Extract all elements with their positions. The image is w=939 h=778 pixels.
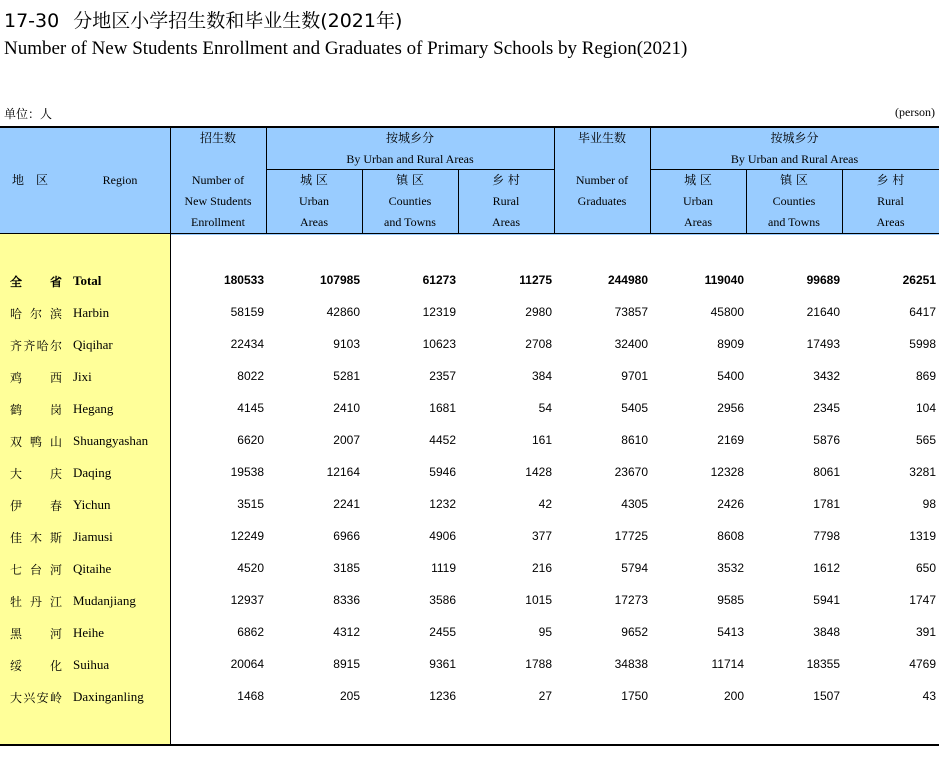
table-cell: 9361 [429, 657, 456, 671]
table-cell: 5876 [813, 433, 840, 447]
header-rural-grad: 乡 村 Rural Areas [876, 173, 905, 229]
region-name-cn: 黑 河 [10, 627, 62, 641]
table-cell: 3515 [237, 497, 264, 511]
table-cell: 12328 [710, 465, 744, 479]
table-cell: 6862 [237, 625, 264, 639]
table-cell: 45800 [710, 305, 744, 319]
table-bottom-border [0, 744, 939, 746]
table-cell: 95 [538, 625, 552, 639]
table-cell: 20064 [230, 657, 264, 671]
table-row [0, 521, 939, 553]
header-grad-cn: 毕业生数 [577, 131, 626, 145]
title-cn-text: 分地区小学招生数和毕业生数(2021年) [73, 10, 403, 32]
table-cell: 6417 [909, 305, 936, 319]
table-row [0, 361, 939, 393]
header-town-enroll: 镇 区 Counties and Towns [384, 173, 436, 229]
table-row [0, 553, 939, 585]
table-cell: 161 [531, 433, 552, 447]
region-name-cn: 鸡 西 [10, 371, 62, 385]
table-cell: 98 [922, 497, 936, 511]
table-row [0, 425, 939, 457]
table-row [0, 585, 939, 617]
table-cell: 9701 [621, 369, 648, 383]
table-cell: 2241 [333, 497, 360, 511]
table-cell: 1468 [237, 689, 264, 703]
table-cell: 180533 [223, 273, 264, 287]
table-cell: 1788 [525, 657, 552, 671]
table-cell: 8336 [333, 593, 360, 607]
table-cell: 8909 [717, 337, 744, 351]
table-cell: 1507 [813, 689, 840, 703]
table-cell: 12319 [422, 305, 456, 319]
table-cell: 1612 [813, 561, 840, 575]
table-cell: 19538 [230, 465, 264, 479]
table-cell: 384 [531, 369, 552, 383]
table-cell: 104 [915, 401, 936, 415]
table-cell: 2708 [525, 337, 552, 351]
region-name-en: Shuangyashan [73, 433, 149, 448]
table-cell: 9103 [333, 337, 360, 351]
table-cell: 5405 [621, 401, 648, 415]
table-cell: 2410 [333, 401, 360, 415]
table-cell: 61273 [422, 273, 456, 287]
table-cell: 3185 [333, 561, 360, 575]
table-cell: 3848 [813, 625, 840, 639]
table-cell: 12937 [230, 593, 264, 607]
table-title-en: Number of New Students Enrollment and Graduates of Primary Schools by Region(2021) [4, 38, 688, 59]
header-enroll-cn: 招生数 [199, 131, 236, 145]
header-enroll-en: Number of New Students Enrollment [184, 173, 252, 229]
table-cell: 12164 [326, 465, 360, 479]
header-town-grad: 镇 区 Counties and Towns [768, 173, 820, 229]
region-name-en: Total [73, 273, 102, 288]
region-name-cn: 绥 化 [10, 659, 62, 673]
table-cell: 4305 [621, 497, 648, 511]
table-row [0, 457, 939, 489]
table-cell: 1781 [813, 497, 840, 511]
region-name-cn: 鹤 岗 [10, 403, 62, 417]
table-cell: 200 [723, 689, 744, 703]
table-cell: 2426 [717, 497, 744, 511]
region-name-cn: 大 庆 [10, 467, 62, 481]
table-cell: 119040 [704, 273, 744, 287]
table-cell: 10623 [422, 337, 456, 351]
table-cell: 42860 [326, 305, 360, 319]
table-cell: 8061 [813, 465, 840, 479]
table-cell: 5946 [429, 465, 456, 479]
table-row [0, 617, 939, 649]
table-cell: 1750 [621, 689, 648, 703]
table-cell: 9585 [717, 593, 744, 607]
table-title-cn [4, 6, 402, 33]
table-cell: 73857 [614, 305, 648, 319]
table-cell: 3281 [909, 465, 936, 479]
table-cell: 565 [915, 433, 936, 447]
region-name-en: Daqing [73, 465, 112, 480]
region-name-cn: 牡丹江 [10, 595, 62, 609]
region-name-en: Hegang [73, 401, 114, 416]
table-cell: 22434 [230, 337, 264, 351]
table-cell: 8610 [621, 433, 648, 447]
table-row [0, 393, 939, 425]
region-name-cn: 大兴安岭 [10, 691, 62, 705]
table-cell: 4769 [909, 657, 936, 671]
table-cell: 216 [531, 561, 552, 575]
header-grad-en: Number of Graduates [575, 173, 629, 208]
table-row [0, 297, 939, 329]
region-name-cn: 佳木斯 [10, 531, 62, 545]
table-cell: 4145 [237, 401, 264, 415]
region-name-cn: 全 省 [10, 275, 62, 289]
table-cell: 58159 [230, 305, 264, 319]
table-cell: 3586 [429, 593, 456, 607]
table-cell: 5998 [909, 337, 936, 351]
region-name-en: Heihe [73, 625, 105, 640]
table-number: 17-30 [4, 10, 60, 32]
region-name-en: Qitaihe [73, 561, 112, 576]
table-cell: 4520 [237, 561, 264, 575]
table-cell: 869 [915, 369, 936, 383]
header-rural-enroll: 乡 村 Rural Areas [492, 173, 520, 229]
region-name-cn: 双鸭山 [10, 435, 62, 449]
table-cell: 6620 [237, 433, 264, 447]
table-cell: 17273 [614, 593, 648, 607]
table-cell: 377 [531, 529, 552, 543]
table-cell: 5941 [813, 593, 840, 607]
table-cell: 2345 [813, 401, 840, 415]
table-cell: 99689 [806, 273, 840, 287]
table-cell: 18355 [806, 657, 840, 671]
table-row [0, 681, 939, 713]
region-name-en: Harbin [73, 305, 110, 320]
table-cell: 1428 [525, 465, 552, 479]
header-region-en: Region [102, 173, 138, 187]
table-cell: 17493 [806, 337, 840, 351]
table-row [0, 329, 939, 361]
table-cell: 8022 [237, 369, 264, 383]
table-cell: 32400 [614, 337, 648, 351]
table-cell: 5794 [621, 561, 648, 575]
table-cell: 9652 [621, 625, 648, 639]
table-cell: 12249 [230, 529, 264, 543]
table-cell: 8915 [333, 657, 360, 671]
table-cell: 2357 [429, 369, 456, 383]
table-cell: 2956 [717, 401, 744, 415]
table-cell: 21640 [806, 305, 840, 319]
header-urban-enroll: 城 区 Urban Areas [299, 173, 329, 229]
table-cell: 5413 [717, 625, 744, 639]
header-by-area-grad: 按城乡分 By Urban and Rural Areas [730, 131, 859, 166]
table-cell: 7798 [813, 529, 840, 543]
table-cell: 1319 [909, 529, 936, 543]
region-name-en: Jiamusi [73, 529, 113, 544]
table-cell: 3532 [717, 561, 744, 575]
table-cell: 2007 [333, 433, 360, 447]
table-cell: 2169 [717, 433, 744, 447]
table-cell: 11714 [711, 657, 744, 671]
table-cell: 1236 [429, 689, 456, 703]
table-cell: 2980 [525, 305, 552, 319]
table-cell: 1232 [429, 497, 456, 511]
region-name-cn: 哈尔滨 [10, 307, 62, 321]
region-name-en: Mudanjiang [73, 593, 136, 608]
table-cell: 42 [538, 497, 552, 511]
table-cell: 6966 [333, 529, 360, 543]
header-region-cn: 地 区 [11, 173, 48, 187]
table-cell: 1015 [525, 593, 552, 607]
table-cell: 43 [922, 689, 936, 703]
table-cell: 244980 [607, 273, 648, 287]
table-cell: 11275 [519, 273, 552, 287]
table-cell: 650 [915, 561, 936, 575]
table-cell: 4312 [333, 625, 360, 639]
table-cell: 23670 [614, 465, 648, 479]
table-cell: 1681 [429, 401, 456, 415]
region-name-cn: 七台河 [10, 563, 62, 577]
table-row [0, 489, 939, 521]
region-name-en: Daxinganling [73, 689, 144, 704]
table-cell: 8608 [717, 529, 744, 543]
region-name-en: Suihua [73, 657, 110, 672]
header-urban-grad: 城 区 Urban Areas [683, 173, 713, 229]
table-cell: 391 [915, 625, 936, 639]
table-cell: 1119 [431, 561, 456, 575]
region-name-en: Yichun [73, 497, 111, 512]
table-cell: 17725 [614, 529, 648, 543]
table-cell: 205 [339, 689, 360, 703]
table-cell: 2455 [429, 625, 456, 639]
table-cell: 27 [538, 689, 552, 703]
table-cell: 34838 [614, 657, 648, 671]
region-name-cn: 齐齐哈尔 [10, 339, 62, 353]
unit-label-cn: 单位：人 [4, 107, 53, 121]
region-name-cn: 伊 春 [10, 499, 62, 513]
table-cell: 54 [538, 401, 552, 415]
table-cell: 4906 [429, 529, 456, 543]
table-cell: 26251 [902, 273, 936, 287]
table-cell: 1747 [909, 593, 936, 607]
table-cell: 107985 [319, 273, 360, 287]
region-name-en: Qiqihar [73, 337, 113, 352]
unit-label-en: (person) [895, 105, 935, 119]
header-by-area-enroll: 按城乡分 By Urban and Rural Areas [346, 131, 474, 166]
table-cell: 5281 [333, 369, 360, 383]
table-cell: 4452 [429, 433, 456, 447]
table-cell: 5400 [717, 369, 744, 383]
region-name-en: Jixi [73, 369, 92, 384]
table-row [0, 649, 939, 681]
table-row-total [0, 265, 939, 297]
table-cell: 3432 [813, 369, 840, 383]
